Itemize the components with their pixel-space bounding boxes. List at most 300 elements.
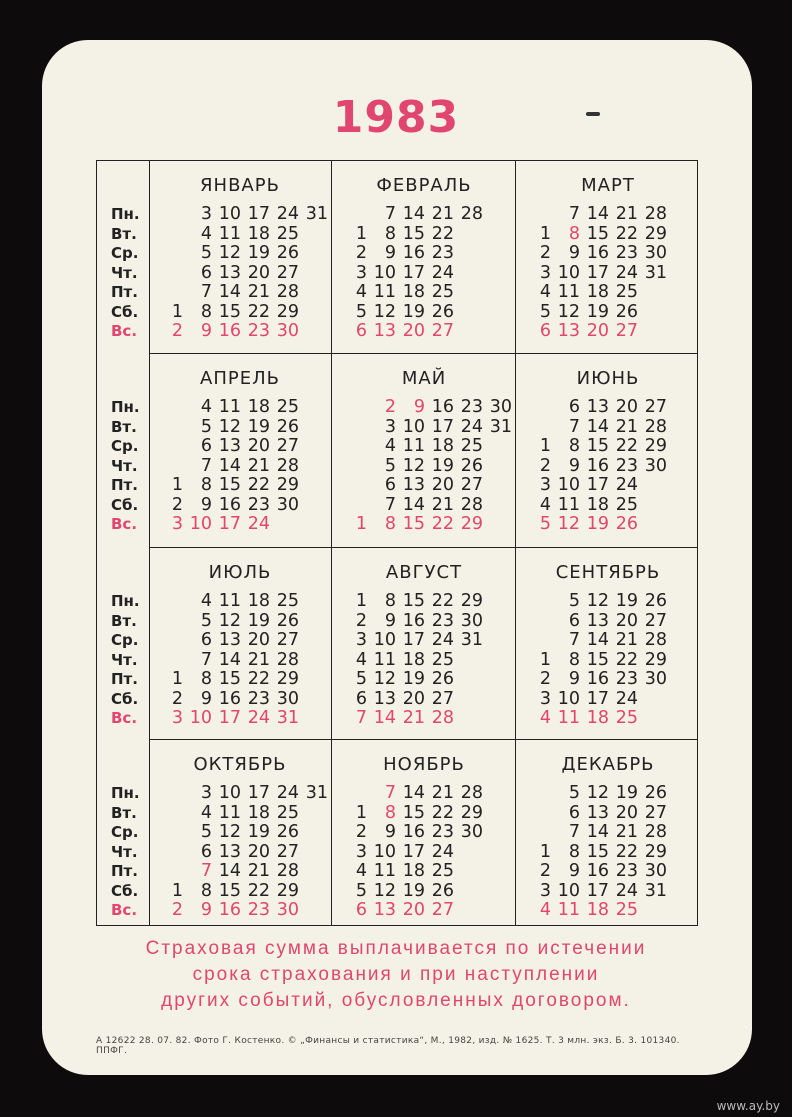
day-number: 30 (276, 494, 299, 515)
day-number: 19 (615, 783, 638, 803)
day-number: 11 (218, 397, 241, 417)
week-row (149, 804, 331, 824)
day-number: 31 (305, 204, 328, 224)
weekday-labels (111, 784, 147, 921)
day-number: 6 (200, 841, 212, 862)
day-number: 8 (568, 841, 580, 862)
print-speck (586, 112, 600, 116)
month-block (149, 548, 331, 740)
day-number: 25 (431, 861, 454, 881)
day-number: 29 (644, 841, 667, 862)
day-number: 9 (200, 321, 212, 341)
day-number: 7 (200, 455, 212, 476)
day-number: 27 (644, 610, 667, 631)
day-number: 15 (586, 649, 609, 670)
day-number: 2 (355, 822, 367, 842)
watermark: www.ay.by (716, 1099, 780, 1113)
day-number: 30 (644, 455, 667, 476)
day-number: 15 (402, 514, 425, 534)
day-number: 18 (402, 649, 425, 670)
day-number: 21 (431, 204, 454, 224)
day-number: 6 (355, 321, 367, 341)
footer-line-1: Страховая сумма выплачивается по истечении (145, 938, 647, 959)
day-number: 6 (539, 321, 551, 341)
day-number: 12 (218, 610, 241, 631)
day-number: 6 (200, 262, 212, 283)
day-number: 23 (247, 321, 270, 341)
day-number: 7 (355, 708, 367, 728)
day-number: 24 (431, 262, 454, 283)
day-number: 7 (384, 494, 396, 515)
day-number: 20 (402, 688, 425, 709)
day-number: 19 (431, 455, 454, 476)
weekday-label: Вт. (111, 611, 137, 630)
day-number: 30 (644, 861, 667, 881)
day-number: 28 (276, 649, 299, 670)
week-row (517, 843, 699, 863)
day-number: 4 (200, 223, 212, 244)
week-row (333, 901, 515, 921)
day-number: 13 (373, 321, 396, 341)
day-number: 25 (615, 900, 638, 920)
day-number: 1 (355, 223, 367, 244)
day-number: 11 (218, 802, 241, 823)
day-number: 23 (615, 455, 638, 476)
day-number: 15 (218, 669, 241, 689)
week-row (149, 264, 331, 284)
grid-divider (331, 161, 332, 925)
day-number: 22 (431, 223, 454, 244)
day-number: 30 (276, 688, 299, 709)
day-number: 9 (384, 822, 396, 842)
week-row (517, 901, 699, 921)
day-number: 8 (568, 436, 580, 456)
day-number: 1 (355, 591, 367, 611)
month-block (517, 548, 699, 740)
day-number: 9 (568, 243, 580, 263)
week-row (149, 476, 331, 496)
day-number: 4 (355, 282, 367, 302)
week-row (333, 515, 515, 535)
day-number: 7 (568, 630, 580, 650)
day-number: 24 (431, 841, 454, 862)
day-number: 8 (568, 223, 580, 244)
day-number: 13 (402, 475, 425, 495)
week-row (149, 709, 331, 729)
day-number: 19 (402, 301, 425, 322)
week-row (333, 882, 515, 902)
day-number: 4 (384, 436, 396, 456)
day-number: 26 (615, 301, 638, 322)
day-number: 2 (539, 243, 551, 263)
day-number: 18 (586, 708, 609, 728)
day-number: 11 (373, 861, 396, 881)
week-row (517, 515, 699, 535)
calendar-grid (96, 160, 698, 926)
day-number: 31 (489, 416, 512, 437)
day-number: 7 (384, 204, 396, 224)
day-number: 22 (615, 223, 638, 244)
day-number: 14 (586, 416, 609, 437)
weekday-label: Пн. (111, 784, 140, 802)
day-number: 16 (586, 455, 609, 476)
day-number: 9 (568, 861, 580, 881)
day-number: 19 (402, 669, 425, 689)
week-row (517, 418, 699, 438)
day-number: 12 (373, 301, 396, 322)
day-number: 11 (557, 900, 580, 920)
day-number: 2 (539, 455, 551, 476)
day-number: 16 (586, 669, 609, 689)
day-number: 6 (568, 802, 580, 823)
day-number: 31 (644, 880, 667, 901)
weekday-label: Вт. (111, 803, 137, 822)
day-number: 12 (586, 783, 609, 803)
week-row (333, 612, 515, 632)
month-name: МАРТ (581, 175, 635, 196)
day-number: 24 (615, 262, 638, 283)
day-number: 28 (644, 630, 667, 650)
day-number: 3 (355, 841, 367, 862)
day-number: 19 (586, 514, 609, 534)
day-number: 27 (644, 397, 667, 417)
day-number: 24 (247, 514, 270, 534)
week-row (149, 515, 331, 535)
day-number: 14 (402, 783, 425, 803)
day-number: 25 (431, 282, 454, 302)
week-row (517, 457, 699, 477)
day-number: 14 (218, 282, 241, 302)
day-number: 29 (276, 669, 299, 689)
day-number: 12 (218, 243, 241, 263)
day-number: 6 (200, 630, 212, 650)
day-number: 30 (644, 669, 667, 689)
day-number: 8 (384, 591, 396, 611)
day-number: 3 (171, 514, 183, 534)
day-number: 18 (431, 436, 454, 456)
month-name: НОЯБРЬ (383, 754, 465, 775)
day-number: 29 (276, 301, 299, 322)
footer-line-2: срока страхования и при наступлении (192, 964, 600, 985)
day-number: 6 (568, 397, 580, 417)
day-number: 18 (586, 282, 609, 302)
month-block (517, 161, 699, 353)
day-number: 3 (200, 783, 212, 803)
day-number: 27 (431, 900, 454, 920)
day-number: 23 (615, 861, 638, 881)
day-number: 22 (615, 649, 638, 670)
week-row (517, 690, 699, 710)
day-number: 18 (247, 397, 270, 417)
day-number: 27 (276, 262, 299, 283)
day-number: 27 (276, 436, 299, 456)
day-number: 25 (431, 649, 454, 670)
week-row (149, 496, 331, 516)
day-number: 16 (218, 900, 241, 920)
day-number: 25 (615, 282, 638, 302)
day-number: 17 (431, 416, 454, 437)
weekday-label: Ср. (111, 631, 139, 649)
day-number: 17 (402, 841, 425, 862)
day-number: 18 (402, 861, 425, 881)
day-number: 24 (615, 475, 638, 495)
week-row (333, 651, 515, 671)
day-number: 5 (355, 669, 367, 689)
week-row (517, 784, 699, 804)
month-block (333, 161, 515, 353)
day-number: 20 (402, 900, 425, 920)
day-number: 2 (171, 494, 183, 515)
week-row (517, 303, 699, 323)
day-number: 5 (355, 880, 367, 901)
week-row (517, 631, 699, 651)
day-number: 26 (431, 669, 454, 689)
day-number: 20 (586, 321, 609, 341)
day-number: 17 (218, 708, 241, 728)
day-number: 20 (247, 262, 270, 283)
day-number: 5 (200, 416, 212, 437)
weekday-label: Вс. (111, 709, 138, 727)
month-name: ДЕКАБРЬ (561, 754, 655, 775)
month-name: СЕНТЯБРЬ (555, 562, 661, 583)
day-number: 10 (557, 262, 580, 283)
day-number: 2 (171, 688, 183, 709)
week-row (333, 303, 515, 323)
day-number: 21 (615, 630, 638, 650)
day-number: 1 (171, 301, 183, 322)
day-number: 17 (586, 262, 609, 283)
day-number: 19 (615, 591, 638, 611)
week-row (333, 476, 515, 496)
day-number: 27 (431, 688, 454, 709)
week-row (149, 303, 331, 323)
day-number: 30 (489, 397, 512, 417)
day-number: 24 (247, 708, 270, 728)
week-row (333, 843, 515, 863)
week-row (149, 322, 331, 342)
day-number: 10 (557, 475, 580, 495)
day-number: 13 (218, 262, 241, 283)
day-number: 28 (460, 783, 483, 803)
week-row (517, 670, 699, 690)
day-number: 14 (402, 204, 425, 224)
day-number: 3 (355, 630, 367, 650)
week-row (517, 398, 699, 418)
day-number: 7 (568, 204, 580, 224)
month-block (149, 740, 331, 932)
month-name: ИЮНЬ (576, 368, 640, 389)
day-number: 18 (402, 282, 425, 302)
day-number: 19 (247, 416, 270, 437)
day-number: 17 (218, 514, 241, 534)
day-number: 4 (355, 861, 367, 881)
day-number: 12 (373, 880, 396, 901)
day-number: 23 (247, 688, 270, 709)
day-number: 9 (568, 669, 580, 689)
day-number: 17 (402, 630, 425, 650)
day-number: 22 (431, 591, 454, 611)
day-number: 26 (644, 783, 667, 803)
day-number: 18 (247, 223, 270, 244)
day-number: 4 (200, 802, 212, 823)
day-number: 18 (586, 494, 609, 515)
week-row (333, 205, 515, 225)
week-row (333, 457, 515, 477)
day-number: 8 (200, 669, 212, 689)
day-number: 11 (557, 708, 580, 728)
day-number: 17 (586, 475, 609, 495)
day-number: 1 (171, 669, 183, 689)
day-number: 26 (276, 822, 299, 842)
week-row (333, 631, 515, 651)
day-number: 15 (218, 880, 241, 901)
weekday-label: Сб. (111, 689, 139, 708)
day-number: 3 (539, 880, 551, 901)
day-number: 28 (644, 822, 667, 842)
day-number: 14 (586, 630, 609, 650)
week-row (333, 283, 515, 303)
week-row (333, 437, 515, 457)
day-number: 25 (460, 436, 483, 456)
day-number: 28 (431, 708, 454, 728)
day-number: 1 (539, 841, 551, 862)
day-number: 24 (615, 880, 638, 901)
day-number: 11 (402, 436, 425, 456)
day-number: 19 (247, 822, 270, 842)
day-number: 13 (373, 900, 396, 920)
day-number: 12 (373, 669, 396, 689)
day-number: 3 (384, 416, 396, 437)
day-number: 21 (431, 494, 454, 515)
day-number: 16 (218, 494, 241, 515)
weekday-label: Вс. (111, 901, 138, 919)
week-row (149, 244, 331, 264)
day-number: 24 (460, 416, 483, 437)
day-number: 30 (460, 822, 483, 842)
weekday-label: Вт. (111, 224, 137, 243)
day-number: 8 (384, 223, 396, 244)
day-number: 28 (460, 494, 483, 515)
day-number: 4 (200, 591, 212, 611)
day-number: 24 (276, 204, 299, 224)
day-number: 30 (460, 610, 483, 631)
day-number: 1 (539, 649, 551, 670)
day-number: 24 (276, 783, 299, 803)
week-row (517, 476, 699, 496)
day-number: 10 (218, 783, 241, 803)
day-number: 21 (247, 649, 270, 670)
day-number: 10 (373, 841, 396, 862)
day-number: 14 (218, 861, 241, 881)
day-number: 25 (615, 494, 638, 515)
day-number: 3 (539, 475, 551, 495)
day-number: 2 (539, 669, 551, 689)
day-number: 30 (276, 321, 299, 341)
day-number: 9 (200, 688, 212, 709)
day-number: 4 (539, 282, 551, 302)
week-row (333, 244, 515, 264)
day-number: 20 (247, 841, 270, 862)
weekday-label: Чт. (111, 263, 138, 282)
day-number: 16 (586, 861, 609, 881)
weekday-labels (111, 592, 147, 729)
week-row (149, 592, 331, 612)
weekday-label: Пн. (111, 205, 140, 223)
day-number: 7 (568, 416, 580, 437)
day-number: 20 (402, 321, 425, 341)
day-number: 29 (460, 514, 483, 534)
day-number: 13 (218, 630, 241, 650)
week-row (333, 225, 515, 245)
day-number: 4 (539, 900, 551, 920)
day-number: 21 (615, 416, 638, 437)
month-name: ФЕВРАЛЬ (376, 175, 472, 196)
day-number: 21 (247, 861, 270, 881)
day-number: 5 (200, 822, 212, 842)
day-number: 10 (402, 416, 425, 437)
weekday-label: Ср. (111, 437, 139, 455)
day-number: 28 (460, 204, 483, 224)
day-number: 28 (276, 455, 299, 476)
day-number: 26 (644, 591, 667, 611)
week-row (149, 283, 331, 303)
day-number: 11 (557, 282, 580, 302)
day-number: 15 (218, 301, 241, 322)
day-number: 5 (384, 455, 396, 476)
day-number: 14 (402, 494, 425, 515)
week-row (333, 823, 515, 843)
day-number: 7 (200, 649, 212, 670)
day-number: 23 (460, 397, 483, 417)
day-number: 10 (373, 630, 396, 650)
day-number: 22 (615, 436, 638, 456)
month-name: ИЮЛЬ (208, 562, 272, 583)
week-row (517, 882, 699, 902)
week-row (517, 709, 699, 729)
day-number: 21 (247, 455, 270, 476)
week-row (149, 784, 331, 804)
day-number: 8 (200, 880, 212, 901)
day-number: 7 (200, 861, 212, 881)
week-row (517, 651, 699, 671)
day-number: 13 (218, 436, 241, 456)
day-number: 14 (586, 822, 609, 842)
day-number: 11 (373, 649, 396, 670)
day-number: 25 (276, 802, 299, 823)
day-number: 27 (615, 321, 638, 341)
week-row (149, 862, 331, 882)
month-block (517, 740, 699, 932)
week-row (149, 823, 331, 843)
day-number: 21 (615, 822, 638, 842)
day-number: 19 (247, 610, 270, 631)
day-number: 9 (200, 900, 212, 920)
week-row (333, 804, 515, 824)
day-number: 21 (402, 708, 425, 728)
day-number: 30 (276, 900, 299, 920)
week-row (517, 862, 699, 882)
day-number: 14 (218, 455, 241, 476)
day-number: 15 (586, 223, 609, 244)
weekday-label: Чт. (111, 842, 138, 861)
day-number: 20 (247, 630, 270, 650)
weekday-label: Ср. (111, 823, 139, 841)
day-number: 23 (247, 900, 270, 920)
weekday-label: Пн. (111, 398, 140, 416)
day-number: 30 (644, 243, 667, 263)
day-number: 6 (355, 688, 367, 709)
day-number: 25 (276, 397, 299, 417)
